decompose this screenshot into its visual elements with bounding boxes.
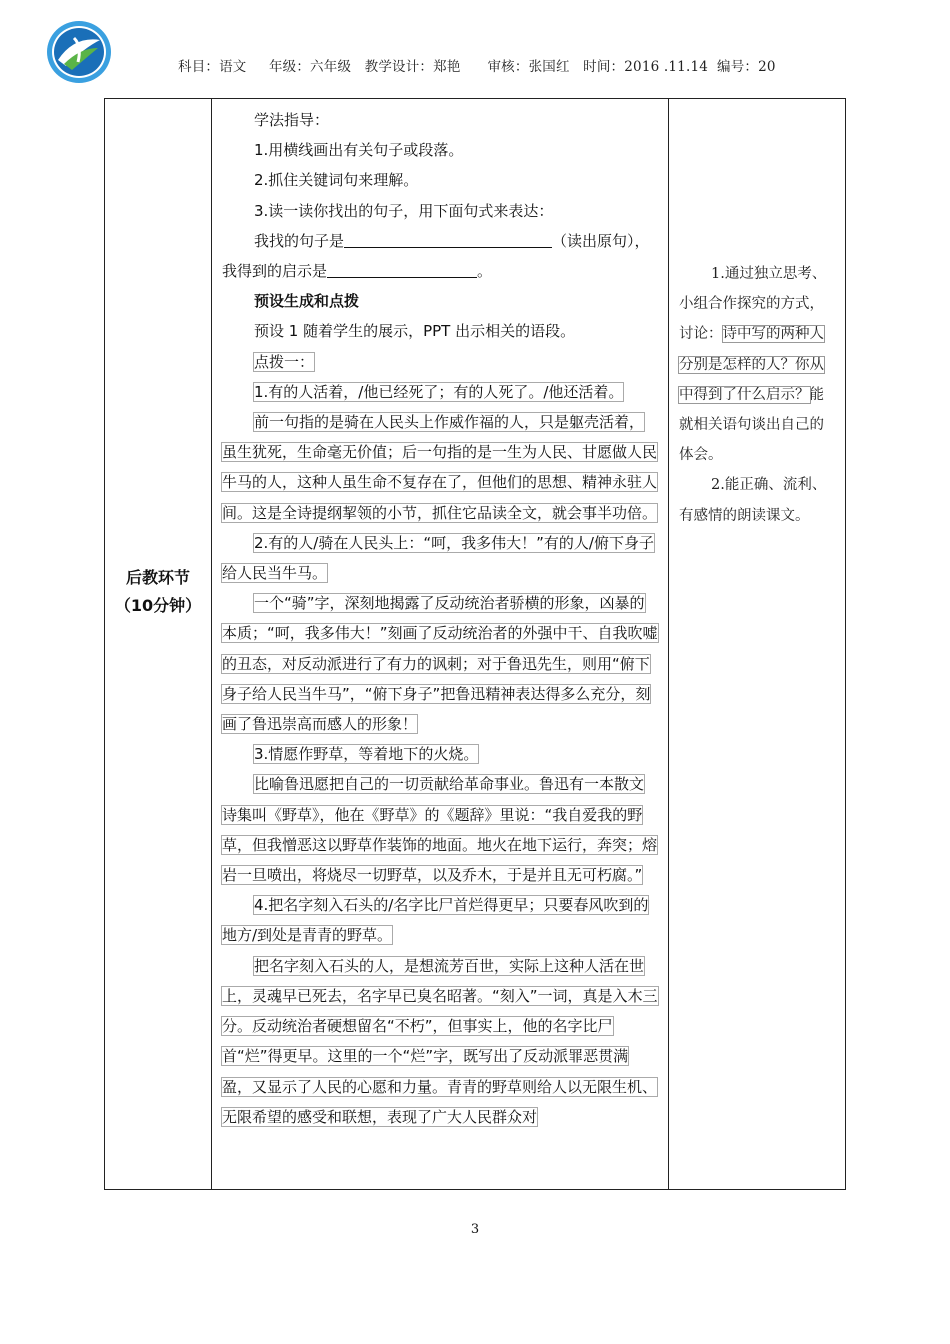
goal-2: 2.能正确、流利、有感情的朗读课文。	[679, 477, 827, 524]
fill-blank-a	[344, 231, 552, 248]
guide-item-3: 3.读一读你找出的句子，用下面句式来表达：	[254, 201, 554, 220]
guide-item-2: 2.抓住关键词句来理解。	[254, 171, 419, 190]
stage-title	[105, 564, 211, 620]
quote-2: 2.有的人/骑在人民头上：“呵，我多伟大！”有的人/俯下身子给人民当牛马。	[222, 533, 654, 583]
lesson-table	[104, 98, 846, 1190]
stage-duration: （10分钟）	[114, 596, 202, 615]
page-number: 3	[470, 1222, 480, 1237]
analysis-4: 把名字刻入石头的人，是想流芳百世，实际上这种人活在世上，灵魂早已死去，名字早已臭名昭著。“刻入”一词，真是入木三分。反动统治者硬想留名“不朽”，但事实上，他的名字比尸首“烂”得更早。这里的一个“烂”字，既写出了反动派罪恶贯满盈，又显示了人民的心愿和力量。青青的野草则给人以无限生机、无限希望的感受和联想，表现了广大人民群众对	[222, 956, 658, 1126]
fill-blank-b	[327, 261, 477, 278]
analysis-1: 前一句指的是骑在人民头上作威作福的人，只是躯壳活着，虽生犹死，生命毫无价值；后一句指的是一生为人民、甘愿做人民牛马的人，这种人虽生命不复存在了，但他们的思想、精神永驻人间。这是全诗提纲挈领的小节，抓住它品读全文，就会事半功倍。	[222, 413, 658, 522]
school-logo	[44, 18, 114, 86]
point-1-label: 点拨一：	[254, 352, 315, 371]
content-cell	[212, 99, 669, 1190]
preset-1: 预设 1 随着学生的展示，PPT 出示相关的语段。	[254, 322, 576, 341]
quote-1: 1.有的人活着，/他已经死了；有的人死了。/他还活着。	[254, 382, 624, 401]
guide-title: 学法指导：	[254, 111, 330, 129]
analysis-2: 一个“骑”字，深刻地揭露了反动统治者骄横的形象，凶暴的本质；“呵，我多伟大！”刻画了反动统治者的外强中干、自我吹嘘的丑态，对反动派进行了有力的讽刺；对于鲁迅先生，则用“俯下身子给人民当牛马”，“俯下身子”把鲁迅精神表达得多么充分，刻画了鲁迅崇高而感人的形象！	[222, 594, 658, 734]
guide-item-1: 1.用横线画出有关句子或段落。	[254, 141, 464, 160]
analysis-3: 比喻鲁迅愿把自己的一切贡献给革命事业。鲁迅有一本散文诗集叫《野草》，他在《野草》的《题辞》里说：“我自爱我的野草，但我憎恶这以野草作装饰的地面。地火在地下运行，奔突；熔岩一旦喷出，将烧尽一切野草，以及乔木，于是并且无可朽腐。”	[222, 775, 658, 885]
sentence-pattern-b: 我得到的启示是 。	[222, 262, 493, 281]
sentence-pattern-a: 我找的句子是 （读出原句），	[254, 231, 650, 250]
goal-1: 1.通过独立思考、小组合作探究的方式，讨论：诗中写的两种人分别是怎样的人？你从中得到了什么启示？能就相关语句谈出自己的体会。	[679, 266, 827, 464]
stage-cell	[105, 99, 212, 1190]
quote-3: 3.情愿作野草，等着地下的火烧。	[254, 745, 479, 764]
preset-title: 预设生成和点拨	[254, 292, 360, 311]
quote-4: 4.把名字刻入石头的/名字比尸首烂得更早；只要春风吹到的地方/到处是青青的野草。	[222, 896, 649, 945]
document-header: 科目：语文 年级：六年级 教学设计：郑艳 审核：张国红 时间：2016 .11.14 编号：20	[178, 59, 776, 75]
stage-name: 后教环节	[125, 568, 190, 587]
goals-cell	[669, 99, 846, 1190]
goal-1-highlight: 诗中写的两种人分别是怎样的人？你从中得到了什么启示？	[679, 326, 824, 403]
